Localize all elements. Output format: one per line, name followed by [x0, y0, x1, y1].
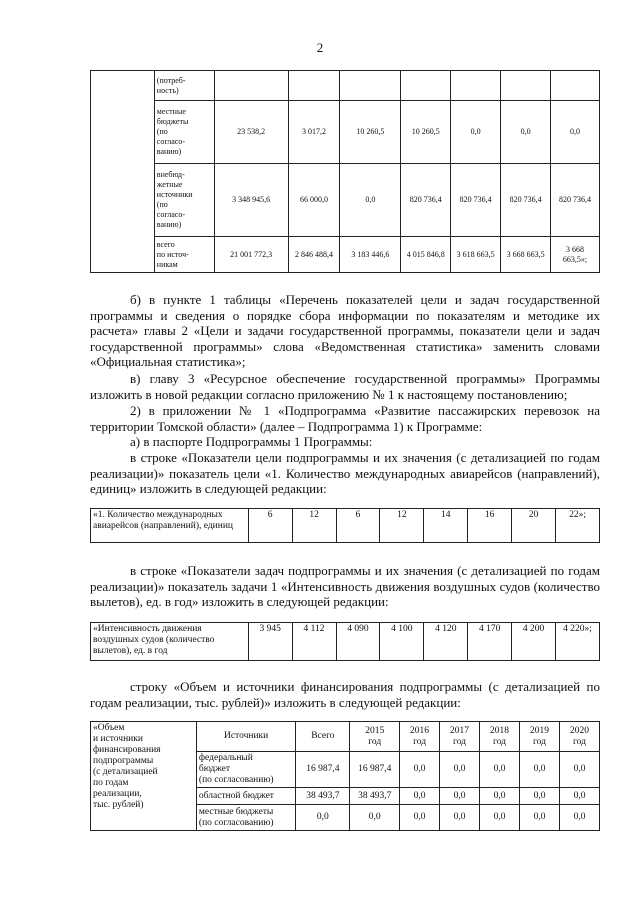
source-label: федеральный бюджет (по согласованию): [196, 752, 295, 788]
value-cell: 0,0: [480, 805, 520, 831]
value-cell: 0,0: [400, 752, 440, 788]
table-row: [91, 164, 600, 237]
value-cell: 0,0: [560, 805, 600, 831]
paragraph: в строке «Показатели цели подпрограммы и их значения (с детализацией по годам реализации)» показатель цели «1. Количество международных авиарейсов (направлений), единиц» изложить в следующей редакции:: [90, 450, 600, 497]
year-header: 2018 год: [480, 722, 520, 752]
value-cell: 0,0: [350, 805, 400, 831]
value-cell: [214, 71, 288, 101]
value-cell: [340, 71, 401, 101]
row-label: «Объем и источники финансирования подпрограммы (с детализацией по годам реализации, тыс. рублей): [91, 722, 197, 831]
value-cell: 20: [512, 509, 556, 543]
value-cell: 820 736,4: [451, 164, 501, 237]
source-label: местные бюджеты (по согласованию): [196, 805, 295, 831]
value-cell: 4 200: [512, 623, 556, 661]
value-cell: 3 348 945,6: [214, 164, 288, 237]
paragraph: в) главу 3 «Ресурсное обеспечение государственной программы» Программы изложить в новой редакции согласно приложению № 1 к настоящему постановлению;: [90, 371, 600, 402]
value-cell: 0,0: [520, 788, 560, 805]
value-cell: 21 001 772,3: [214, 237, 288, 273]
value-cell: 0,0: [560, 788, 600, 805]
value-cell: 0,0: [560, 752, 600, 788]
task-indicator-table: [90, 622, 600, 661]
financing-table-continued: [90, 70, 600, 273]
value-cell: 4 112: [292, 623, 336, 661]
value-cell: 0,0: [551, 101, 600, 164]
value-cell: [451, 71, 501, 101]
value-cell: 0,0: [400, 788, 440, 805]
value-cell: 6: [248, 509, 292, 543]
value-cell: 3 668 663,5: [501, 237, 551, 273]
source-label: всего по источ- никам: [154, 237, 214, 273]
value-cell: 3 017,2: [288, 101, 340, 164]
value-cell: 10 260,5: [340, 101, 401, 164]
total-cell: 38 493,7: [296, 788, 350, 805]
value-cell: 66 000,0: [288, 164, 340, 237]
value-cell: 6: [336, 509, 380, 543]
value-cell: 23 538,2: [214, 101, 288, 164]
source-label: внебюд- жетные источники (по согласо- ванию): [154, 164, 214, 237]
value-cell: 0,0: [451, 101, 501, 164]
value-cell: 0,0: [520, 752, 560, 788]
value-cell: 4 170: [468, 623, 512, 661]
value-cell: 16: [468, 509, 512, 543]
value-cell: 0,0: [440, 805, 480, 831]
table-header-row: [91, 722, 600, 752]
value-cell: 3 618 663,5: [451, 237, 501, 273]
goal-indicator-table: [90, 508, 600, 543]
source-label: местные бюджеты (по согласо- ванию): [154, 101, 214, 164]
value-cell: 3 945: [248, 623, 292, 661]
year-header: 2017 год: [440, 722, 480, 752]
value-cell: 4 120: [424, 623, 468, 661]
value-cell: 12: [380, 509, 424, 543]
source-label: (потреб- ность): [154, 71, 214, 101]
subprogram-financing-table: [90, 721, 600, 831]
value-cell: [288, 71, 340, 101]
value-cell: 0,0: [480, 788, 520, 805]
value-cell: 0,0: [480, 752, 520, 788]
value-cell: 38 493,7: [350, 788, 400, 805]
paragraph: в строке «Показатели задач подпрограммы и их значения (с детализацией по годам реализации)» показатель задачи 1 «Интенсивность движения воздушных судов (количество вылетов), ед. в год» изложить в следующей редакции:: [90, 563, 600, 610]
year-header: 2016 год: [400, 722, 440, 752]
sources-header: Источники: [196, 722, 295, 752]
paragraph: строку «Объем и источники финансирования подпрограммы (с детализацией по годам реализации, тыс. рублей)» изложить в следующей редакции:: [90, 679, 600, 710]
value-cell: 0,0: [340, 164, 401, 237]
page-number: 2: [316, 40, 324, 55]
value-cell: 820 736,4: [551, 164, 600, 237]
source-label: областной бюджет: [196, 788, 295, 805]
value-cell: [501, 71, 551, 101]
value-cell: 4 015 846,8: [401, 237, 451, 273]
indicator-label: «1. Количество международных авиарейсов (направлений), единиц: [91, 509, 249, 543]
value-cell: [551, 71, 600, 101]
value-cell: [401, 71, 451, 101]
year-header: 2020 год: [560, 722, 600, 752]
value-cell: 22»;: [556, 509, 600, 543]
indicator-label: «Интенсивность движения воздушных судов (количество вылетов), ед. в год: [91, 623, 249, 661]
value-cell: 0,0: [440, 752, 480, 788]
value-cell: 3 183 446,6: [340, 237, 401, 273]
total-cell: 16 987,4: [296, 752, 350, 788]
year-header: 2015 год: [350, 722, 400, 752]
value-cell: 14: [424, 509, 468, 543]
value-cell: 2 846 488,4: [288, 237, 340, 273]
value-cell: 820 736,4: [401, 164, 451, 237]
value-cell: 4 100: [380, 623, 424, 661]
table-row: [91, 101, 600, 164]
value-cell: 4 090: [336, 623, 380, 661]
value-cell: 10 260,5: [401, 101, 451, 164]
year-header: 2019 год: [520, 722, 560, 752]
value-cell: 0,0: [501, 101, 551, 164]
empty-cell: [91, 71, 155, 273]
value-cell: 820 736,4: [501, 164, 551, 237]
total-header: Всего: [296, 722, 350, 752]
value-cell: 0,0: [520, 805, 560, 831]
value-cell: 0,0: [400, 805, 440, 831]
value-cell: 0,0: [440, 788, 480, 805]
total-cell: 0,0: [296, 805, 350, 831]
table-row: [91, 623, 600, 661]
table-row: [91, 237, 600, 273]
value-cell: 12: [292, 509, 336, 543]
paragraph: а) в паспорте Подпрограммы 1 Программы:: [130, 434, 373, 449]
value-cell: 3 668 663,5»;: [551, 237, 600, 273]
value-cell: 4 220»;: [556, 623, 600, 661]
value-cell: 16 987,4: [350, 752, 400, 788]
table-row: [91, 509, 600, 543]
paragraph: б) в пункте 1 таблицы «Перечень показателей цели и задач государственной программы и сведения о порядке сбора информации по показателям и методике их расчета» главы 2 «Цели и задачи государственной программы, показатели цели и задач государственной программы» слова «Ведомственная статистика» заменить словами «Официальная статистика»;: [90, 292, 600, 370]
table-row: [91, 71, 600, 101]
paragraph: 2) в приложении № 1 «Подпрограмма «Развитие пассажирских перевозок на территории Томской области» (далее – Подпрограмма 1) к Программе:: [90, 403, 600, 434]
